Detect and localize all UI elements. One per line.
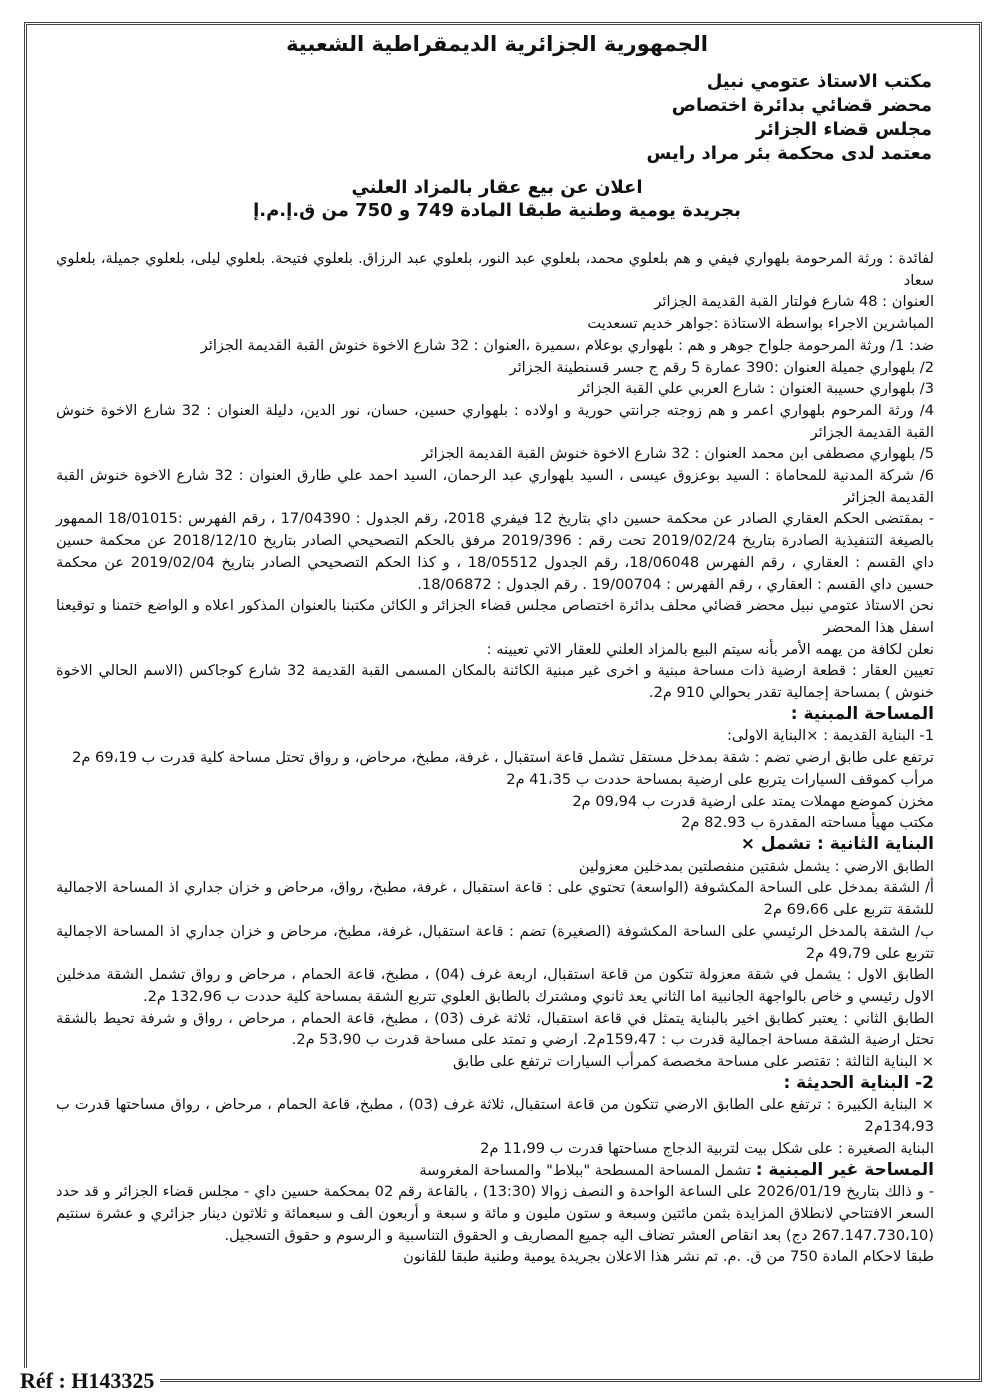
paragraph: مخزن كموضع مهملات يمتد على ارضية قدرت ب 09،94 م2 <box>572 792 934 810</box>
paragraph: الطابق الاول : يشمل في شقة معزولة تتكون من قاعة استقبال، اربعة غرف (04) ، مطبخ، قاعة الحمام ، مرحاض و رواق تشمل الشقة مدخلين الاول رئيسي و خاص بالواجهة الجانبية اما الثاني يعد ثانوي ومشترك بالطابق العلوي تتربع الشقة بمساحة كلية حددت ب 132،96 م2. <box>56 966 934 1005</box>
paragraph: طبقا لاحكام المادة 750 من ق. .م. تم نشر هذا الاعلان بجريدة يومية وطنية طبقا للقانون <box>403 1248 934 1266</box>
office-block <box>647 70 932 166</box>
paragraph: - و ذالك بتاريخ 2026/01/19 على الساعة الواحدة و النصف زوالا (13:30) ، بالقاعة رقم 02 بمحكمة حسين داي - مجلس قضاء الجزائر و قد حدد السعر الافتتاحي لانطلاق المزايدة بثمن مائتين وسبعة و ستون مليون و مائة و سبعة و أربعون الف و سبعمائة و ثلاثون دينار جزائري و عشرة سنتيم (267.147.730،10 دج) بعد انقاص العشر تضاف اليه جميع المصاريف و الحقوق التناسبية و الرسوم و حقوق التسجيل. <box>56 1183 934 1244</box>
section-heading: المساحة المبنية : <box>790 703 934 724</box>
office-line: محضر قضائي بدائرة اختصاص <box>671 95 932 116</box>
paragraph: لفائدة : ورثة المرحومة بلهواري فيفي و هم بلعلوي محمد، بلعلوي عبد النور، بلعلوي عبد الرزاق. بلعلوي فتيحة. بلعلوي ليلى، بلعلوي جميلة، بلعلوي سعاد <box>56 250 934 289</box>
paragraph: العنوان : 48 شارع فولتار القبة القديمة الجزائر <box>654 293 934 311</box>
document-body <box>56 248 934 1268</box>
paragraph: البناية الصغيرة : على شكل بيت لتربية الدجاج مساحتها قدرت ب 11،99 م2 <box>480 1139 934 1157</box>
paragraph: نحن الاستاذ عتومي نبيل محضر قضائي محلف بدائرة اختصاص مجلس قضاء الجزائر و الكائن مكتبنا بالعنوان المذكور اعلاه و الواضع ختمنا و توقيعنا اسفل هذا المحضر <box>56 597 934 636</box>
paragraph: مرأب كموقف السيارات يتربع على ارضية بمساحة حددت ب 41،35 م2 <box>506 770 934 788</box>
paragraph: الطابق الثاني : يعتبر كطابق اخير بالبناية يتمثل في قاعة استقبال، ثلاثة غرف (03) ، مطبخ، قاعة الحمام ، مرحاض ، رواق و شرفة تحيط بالشقة تحتل ارضية الشقة مساحة اجمالية قدرت ب : 159،47م2. ارضي و تمتد على مساحة قدرت ب 53،90 م2. <box>56 1009 934 1049</box>
paragraph: × البناية الكبيرة : ترتفع على الطابق الارضي تتكون من قاعة استقبال، ثلاثة غرف (03) ، مطبخ، قاعة الحمام ، مرحاض ، رواق مساحتها قدرت ب 134،93م2 <box>56 1096 935 1136</box>
announcement-line: اعلان عن بيع عقار بالمزاد العلني <box>351 177 643 198</box>
paragraph: مكتب مهيأ مساحته المقدرة ب 82.93 م2 <box>681 814 934 832</box>
paragraph: أ/ الشقة بمدخل على الساحة المكشوفة (الواسعة) تحتوي على : قاعة استقبال ، غرفة، مطبخ، رواق، مرحاض و خزان جداري اذ المساحة الاجمالية للشقة تتربع على 69،66 م2 <box>56 879 934 919</box>
paragraph: 1- البناية القديمة : ×البناية الاولى: <box>726 727 934 745</box>
section-heading: البناية الثانية : تشمل × <box>740 833 934 854</box>
office-line: مكتب الاستاذ عتومي نبيل <box>706 71 932 92</box>
page-title: الجمهورية الجزائرية الديمقراطية الشعبية <box>286 32 708 56</box>
paragraph: ترتفع على طابق ارضي تضم : شقة بمدخل مستقل تشمل قاعة استقبال ، غرفة، مطبخ، مرحاض، و رواق تحتل مساحة كلية قدرت ب 69،19 م2 <box>72 749 934 767</box>
announcement-line: بجريدة يومية وطنية طبقا المادة 749 و 750 من ق.إ.م.إ <box>253 200 741 221</box>
paragraph: × البناية الثالثة : تقتصر على مساحة مخصصة كمرأب السيارات ترتفع على طابق <box>452 1053 934 1071</box>
paragraph: 4/ ورثة المرحوم بلهواري اعمر و هم زوجته جرانتي حورية و اولاده : بلهواري حسين، حسان، نور الدين، دليلة العنوان : 32 شارع الاخوة خنوش القبة القديمة الجزائر <box>56 401 934 441</box>
section-heading: 2- البناية الحديثة : <box>783 1072 934 1093</box>
paragraph: المباشرين الاجراء بواسطة الاستاذة :جواهر خديم تسعديت <box>587 315 934 333</box>
paragraph: ضد: 1/ ورثة المرحومة جلواح جوهر و هم : بلهواري بوعلام ،سميرة ،العنوان : 32 شارع الاخوة خنوش القبة القديمة الجزائر <box>200 336 934 354</box>
paragraph: الطابق الارضي : يشمل شقتين منفصلتين بمدخلين معزولين <box>578 857 934 875</box>
paragraph: تعيين العقار : قطعة ارضية ذات مساحة مبنية و اخرى غير مبنية الكائنة بالمكان المسمى القبة القديمة 32 شارع كوجاكس (الاسم الحالي الاخوة خنوش ) بمساحة إجمالية تقدر بحوالي 910 م2. <box>56 662 934 702</box>
paragraph: نعلن لكافة من يهمه الأمر بأنه سيتم البيع بالمزاد العلني للعقار الاتي تعيينه : <box>486 640 934 658</box>
announcement-heading <box>0 176 994 222</box>
paragraph: 6/ شركة المدنية للمحاماة : السيد بوعزوق عيسى ، السيد بلهواري عبد الرحمان، السيد احمد علي طارق العنوان : 32 شارع الاخوة خنوش القبة القديمة الجزائر <box>56 467 934 506</box>
section-heading: المساحة غير المبنية : <box>755 1159 934 1180</box>
office-line: مجلس قضاء الجزائر <box>755 119 932 140</box>
paragraph: 2/ بلهواري جميلة العنوان :390 عمارة 5 رقم ج جسر قسنطينة الجزائر <box>509 358 934 376</box>
reference-number: Réf : H143325 <box>14 1368 160 1394</box>
paragraph <box>56 1160 934 1182</box>
paragraph-text: تشمل المساحة المسطحة "ببلاط" والمساحة المغروسة <box>419 1161 752 1179</box>
office-line: معتمد لدى محكمة بئر مراد رايس <box>646 143 932 164</box>
paragraph: ب/ الشقة بالمدخل الرئيسي على الساحة المكشوفة (الصغيرة) تضم : قاعة استقبال، غرفة، مطبخ، مرحاض و خزان جداري اذ المساحة الاجمالية تتربع على 49،79 م2 <box>56 922 934 962</box>
paragraph: 5/ بلهواري مصطفى ابن محمد العنوان : 32 شارع الاخوة خنوش القبة القديمة الجزائر <box>421 445 934 463</box>
paragraph: 3/ بلهواري حسيبة العنوان : شارع العربي علي القبة الجزائر <box>578 380 934 398</box>
paragraph: - بمقتضى الحكم العقاري الصادر عن محكمة حسين داي بتاريخ 12 فيفري 2018، رقم الجدول : 17/04390 ، رقم الفهرس :18/01015 الممهور بالصيغة التنفيذية الصادرة بتاريخ 2019/02/24 تحت رقم : 2019/396 مرفق بالحكم التصحيحي الصادر بتاريخ 2018/12/10 عن محكمة حسين داي القسم : العقاري ، رقم الفهرس 18/06048، رقم الجدول 18/05512 ، و كذا الحكم التصحيحي الصادر بتاريخ 2019/02/04 عن محكمة حسين داي القسم : العقاري ، رقم الفهرس : 19/00704 . رقم الجدول : 18/06872. <box>56 510 935 593</box>
